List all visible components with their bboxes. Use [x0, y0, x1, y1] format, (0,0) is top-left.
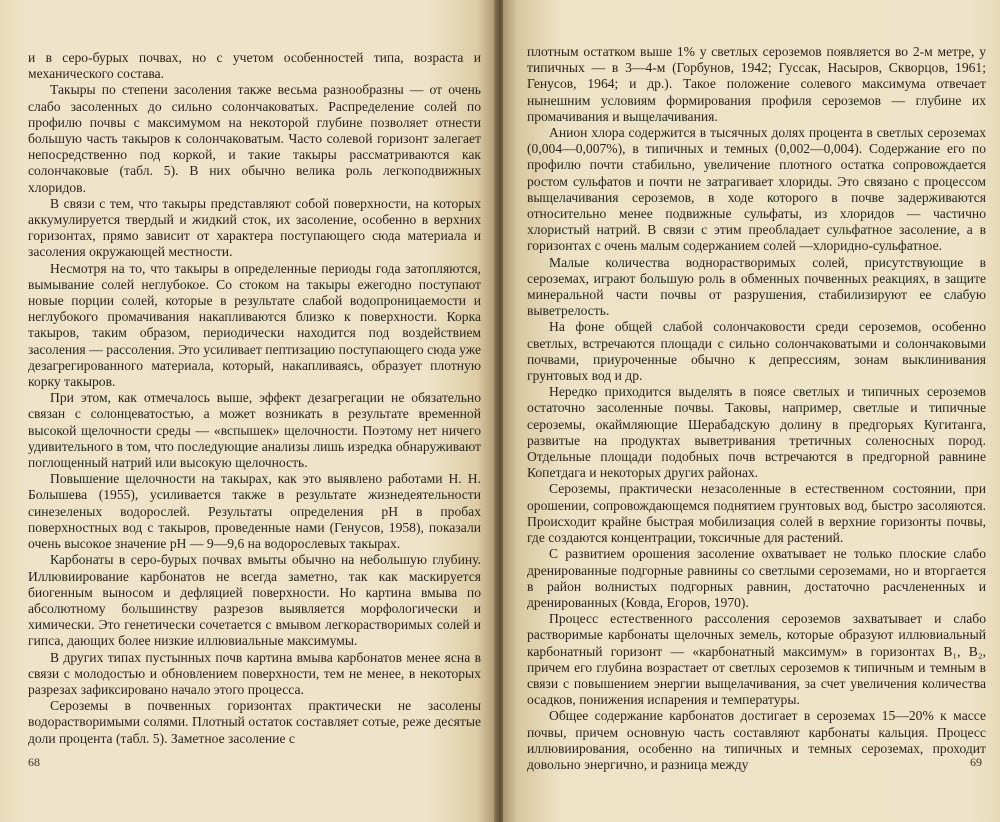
- left-paragraph-7: Карбонаты в серо-бурых почвах вмыты обычно на небольшую глубину. Иллювиирование карбонатов не всегда заметно, так как маскируется биогенным выносом и дефляцией поверхности. Но картина вмыва по абсолютному большинству разрезов выявляется морфологически и химически. Это генетически сочетается с вмывом легкорастворимых солей и гипса, дающих более низкие иллювиальные максимумы.: [28, 552, 481, 649]
- right-paragraph-3: Малые количества воднорастворимых солей, присутствующие в сероземах, играют большую роль в обменных почвенных реакциях, в защите минеральной части почвы от разрушения, стабилизируют ее слабую выветрелость.: [527, 254, 986, 319]
- left-paragraph-3: В связи с тем, что такыры представляют собой поверхности, на которых аккумулируется твердый и жидкий сток, их засоление, особенно в верхних горизонтах, прямо зависит от характера поступающего сюда материала и засоления окружающей местности.: [28, 195, 481, 260]
- right-paragraph-8: Процесс естественного рассоления сероземов захватывает и слабо растворимые карбонаты щелочных земель, которые образуют иллювиальный карбонатный горизонт — «карбонатный максимум» в горизонтах B₁, B₂, причем его глубина возрастает от светлых сероземов к типичным и темным в связи с повышением энергии выщелачивания, за счет увеличения количества осадков, понижения испарения и температуры.: [527, 611, 986, 708]
- right-paragraph-4: На фоне общей слабой солончаковости среди сероземов, особенно светлых, встречаются площади с сильно солончаковатыми и солончаковыми почвами, приуроченные обычно к депрессиям, зонам выклинивания грунтовых вод и др.: [527, 319, 986, 384]
- left-paragraph-2: Такыры по степени засоления также весьма разнообразны — от очень слабо засоленных до сильно солончаковатых. Распределение солей по профилю почвы с максимумом на некоторой глубине позволяет отнести большую часть такыров к солончаковатым. Часто солевой горизонт залегает непосредственно под коркой, и такие такыры рассматриваются как солончаковые (табл. 5). В них обычно велика роль легкоподвижных хлоридов.: [28, 82, 481, 195]
- right-paragraph-6: Сероземы, практически незасоленные в естественном состоянии, при орошении, сопровождающемся поднятием грунтовых вод, быстро засоляются. Происходит крайне быстрая мобилизация солей в верхние горизонты почвы, где создаются концентрации, токсичные для растений.: [527, 481, 986, 546]
- left-paragraph-6: Повышение щелочности на такырах, как это выявлено работами Н. Н. Болышева (1955), усиливается также в результате жизнедеятельности синезеленых водорослей. Результаты определения рН в пробах поверхностных вод с такыров, проведенные нами (Генусов, 1958), показали очень высокое значение рН — 9—9,6 на водорослевых такырах.: [28, 471, 481, 552]
- right-paragraph-7: С развитием орошения засоление охватывает не только плоские слабо дренированные подгорные равнины со светлыми сероземами, но и вторгается в район волнистых подгорных равнин, достаточно расчлененных и дренированных (Ковда, Егоров, 1970).: [527, 546, 986, 610]
- left-page: [0, 0, 497, 822]
- left-paragraph-8: В других типах пустынных почв картина вмыва карбонатов менее ясна в связи с молодостью и обновлением поверхности, тем не менее, в некоторых разрезах зафиксировано начало этого процесса.: [28, 649, 481, 697]
- left-paragraph-5: При этом, как отмечалось выше, эффект дезагрегации не обязательно связан с солонцеватостью, а может возникать в результате временной высокой щелочности среды — «вспышек» щелочности. Поэтому нет ничего удивительного в том, что последующие анализы лишь изредка обнаруживают поглощенный натрий или высокую щелочность.: [28, 390, 481, 471]
- left-paragraph-4: Несмотря на то, что такыры в определенные периоды года затопляются, вымывание солей неглубокое. Со стоком на такыры ежегодно поступают новые порции солей, которые в результате слабой водопроницаемости и неглубокого промачивания накапливаются близко к поверхности. Корка такыров, таким образом, периодически находится под воздействием засоления — рассоления. Это усиливает пептизацию поступающего сюда уже дезагрегированного материала, который, накапливаясь, образует плотную корку такыров.: [28, 260, 481, 390]
- left-page-number: 68: [28, 754, 40, 769]
- left-paragraph-1: и в серо-бурых почвах, но с учетом особенностей типа, возраста и механического состава.: [28, 50, 481, 82]
- left-paragraph-9: Сероземы в почвенных горизонтах практически не засолены водорастворимыми солями. Плотный остаток составляет сотые, реже десятые доли процента (табл. 5). Заметное засоление с: [28, 698, 481, 746]
- right-page: [503, 0, 1000, 822]
- right-paragraph-1: плотным остатком выше 1% у светлых сероземов появляется во 2-м метре, у типичных — в 3—4-м (Горбунов, 1942; Гуссак, Насыров, Скворцов, 1961; Генусов, 1964; и др.). Такое положение солевого максимума отвечает нынешним условиям формирования профиля сероземов — глубине их промачивания и выщелачивания.: [527, 44, 986, 124]
- right-paragraph-9: Общее содержание карбонатов достигает в сероземах 15—20% к массе почвы, причем основную часть составляют карбонаты кальция. Процесс иллювиирования, особенно на типичных и темных сероземах, проходит довольно энергично, и разница между: [527, 708, 986, 772]
- right-paragraph-5: Нередко приходится выделять в поясе светлых и типичных сероземов остаточно засоленные почвы. Таковы, например, светлые и типичные сероземы, окаймляющие Шерабадскую долину в предгорьях Кугитанга, развитые на продуктах выветривания третичных соленосных пород. Отдельные площади подобных почв встречаются в предгорной равнине Копетдага и некоторых других районах.: [527, 384, 986, 481]
- right-page-number: 69: [970, 754, 982, 769]
- right-paragraph-2: Анион хлора содержится в тысячных долях процента в светлых сероземах (0,004—0,007%), в типичных и темных (0,002—0,004). Содержание его по профилю почти стабильно, увеличение плотного остатка сопровождается ростом сульфатов и почти не затрагивает хлориды. Это связано с процессом выщелачивания сероземов, в ходе которого в почве задерживаются относительно менее подвижные сульфаты, из хлоридов — частично хлористый натрий. В связи с этим преобладает сульфатное засоление, а в горизонтах с очень малым содержанием солей —хлоридно-сульфатное.: [527, 125, 986, 254]
